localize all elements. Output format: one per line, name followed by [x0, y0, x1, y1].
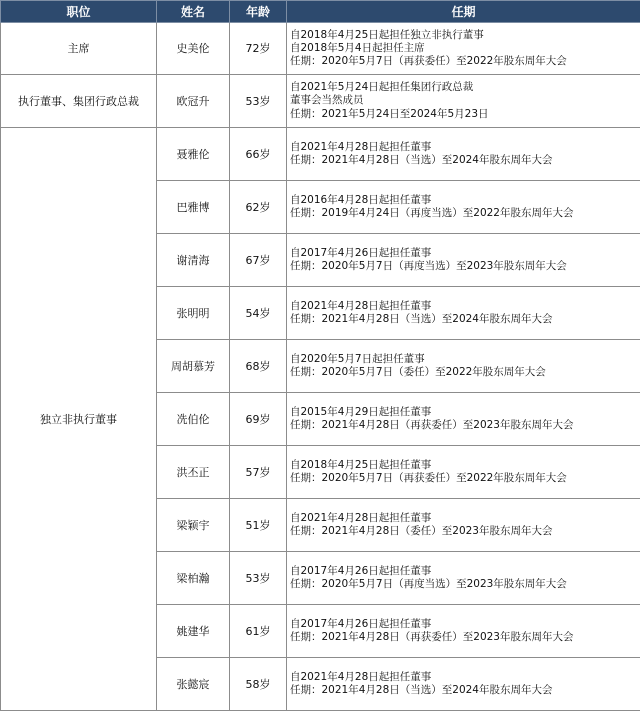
age-cell: 53岁 — [230, 75, 287, 128]
term-line: 董事会当然成员 — [290, 94, 364, 107]
term-line: 任期：2020年5月7日（再获委任）至2022年股东周年大会 — [290, 472, 567, 484]
header-age: 年龄 — [230, 1, 287, 23]
term-line: 任期：2021年4月28日（再获委任）至2023年股东周年大会 — [290, 419, 574, 431]
term-line: 任期：2020年5月7日（再度当选）至2023年股东周年大会 — [290, 260, 567, 272]
term-line: 自2021年4月28日起担任董事 — [290, 140, 432, 153]
name-cell: 姚建华 — [157, 605, 230, 658]
term-line: 自2017年4月26日起担任董事 — [290, 246, 432, 259]
term-cell — [287, 128, 640, 181]
term-cell — [287, 393, 640, 446]
name-cell: 巴雅博 — [157, 181, 230, 234]
position-cell: 执行董事、集团行政总裁 — [1, 75, 157, 128]
header-position: 职位 — [1, 1, 157, 23]
term-line: 任期：2020年5月7日（委任）至2022年股东周年大会 — [290, 366, 546, 378]
term-line: 任期：2019年4月24日（再度当选）至2022年股东周年大会 — [290, 207, 574, 219]
term-line: 任期：2021年4月28日（当选）至2024年股东周年大会 — [290, 154, 553, 166]
age-cell: 58岁 — [230, 658, 287, 711]
term-cell — [287, 234, 640, 287]
term-line: 任期：2021年5月24日至2024年5月23日 — [290, 107, 489, 120]
header-name: 姓名 — [157, 1, 230, 23]
position-cell: 主席 — [1, 23, 157, 75]
term-line: 自2021年4月28日起担任董事 — [290, 670, 432, 683]
term-line: 自2021年5月24日起担任集团行政总裁 — [290, 81, 474, 94]
term-line: 任期：2021年4月28日（再获委任）至2023年股东周年大会 — [290, 631, 574, 643]
term-cell — [287, 552, 640, 605]
term-line: 自2017年4月26日起担任董事 — [290, 617, 432, 630]
term-cell — [287, 181, 640, 234]
term-cell — [287, 499, 640, 552]
table-row — [1, 75, 640, 128]
term-cell — [287, 23, 640, 75]
term-line: 自2018年4月25日起担任董事 — [290, 458, 432, 471]
term-cell — [287, 446, 640, 499]
term-line: 自2021年4月28日起担任董事 — [290, 511, 432, 524]
name-cell: 周胡慕芳 — [157, 340, 230, 393]
age-cell: 51岁 — [230, 499, 287, 552]
age-cell: 66岁 — [230, 128, 287, 181]
name-cell: 梁颖宇 — [157, 499, 230, 552]
age-cell: 72岁 — [230, 23, 287, 75]
position-cell: 独立非执行董事 — [1, 128, 157, 711]
term-cell — [287, 287, 640, 340]
term-line: 自2015年4月29日起担任董事 — [290, 405, 432, 418]
term-line: 自2016年4月28日起担任董事 — [290, 193, 432, 206]
name-cell: 梁柏瀚 — [157, 552, 230, 605]
name-cell: 欧冠升 — [157, 75, 230, 128]
term-line: 自2017年4月26日起担任董事 — [290, 564, 432, 577]
age-cell: 54岁 — [230, 287, 287, 340]
age-cell: 62岁 — [230, 181, 287, 234]
term-line: 任期：2021年4月28日（当选）至2024年股东周年大会 — [290, 684, 553, 696]
header-row — [1, 1, 640, 23]
name-cell: 聂雅伦 — [157, 128, 230, 181]
term-line: 自2021年4月28日起担任董事 — [290, 299, 432, 312]
term-line: 自2018年4月25日起担任独立非执行董事 — [290, 28, 484, 41]
age-cell: 61岁 — [230, 605, 287, 658]
term-cell — [287, 605, 640, 658]
age-cell: 57岁 — [230, 446, 287, 499]
name-cell: 史美伦 — [157, 23, 230, 75]
name-cell: 谢清海 — [157, 234, 230, 287]
header-term: 任期 — [287, 1, 640, 23]
name-cell: 张懿宸 — [157, 658, 230, 711]
name-cell: 冼伯伦 — [157, 393, 230, 446]
term-line: 任期：2021年4月28日（委任）至2023年股东周年大会 — [290, 525, 553, 537]
term-line: 任期：2021年4月28日（当选）至2024年股东周年大会 — [290, 313, 553, 325]
age-cell: 67岁 — [230, 234, 287, 287]
term-line: 任期：2020年5月7日（再度当选）至2023年股东周年大会 — [290, 578, 567, 590]
table-row — [1, 128, 640, 181]
term-cell — [287, 75, 640, 128]
term-line: 任期：2020年5月7日（再获委任）至2022年股东周年大会 — [290, 55, 567, 68]
age-cell: 69岁 — [230, 393, 287, 446]
term-cell — [287, 658, 640, 711]
term-line: 自2020年5月7日起担任董事 — [290, 352, 425, 365]
term-line: 自2018年5月4日起担任主席 — [290, 41, 425, 54]
age-cell: 68岁 — [230, 340, 287, 393]
term-cell — [287, 340, 640, 393]
table-row — [1, 23, 640, 75]
age-cell: 53岁 — [230, 552, 287, 605]
name-cell: 洪丕正 — [157, 446, 230, 499]
name-cell: 张明明 — [157, 287, 230, 340]
